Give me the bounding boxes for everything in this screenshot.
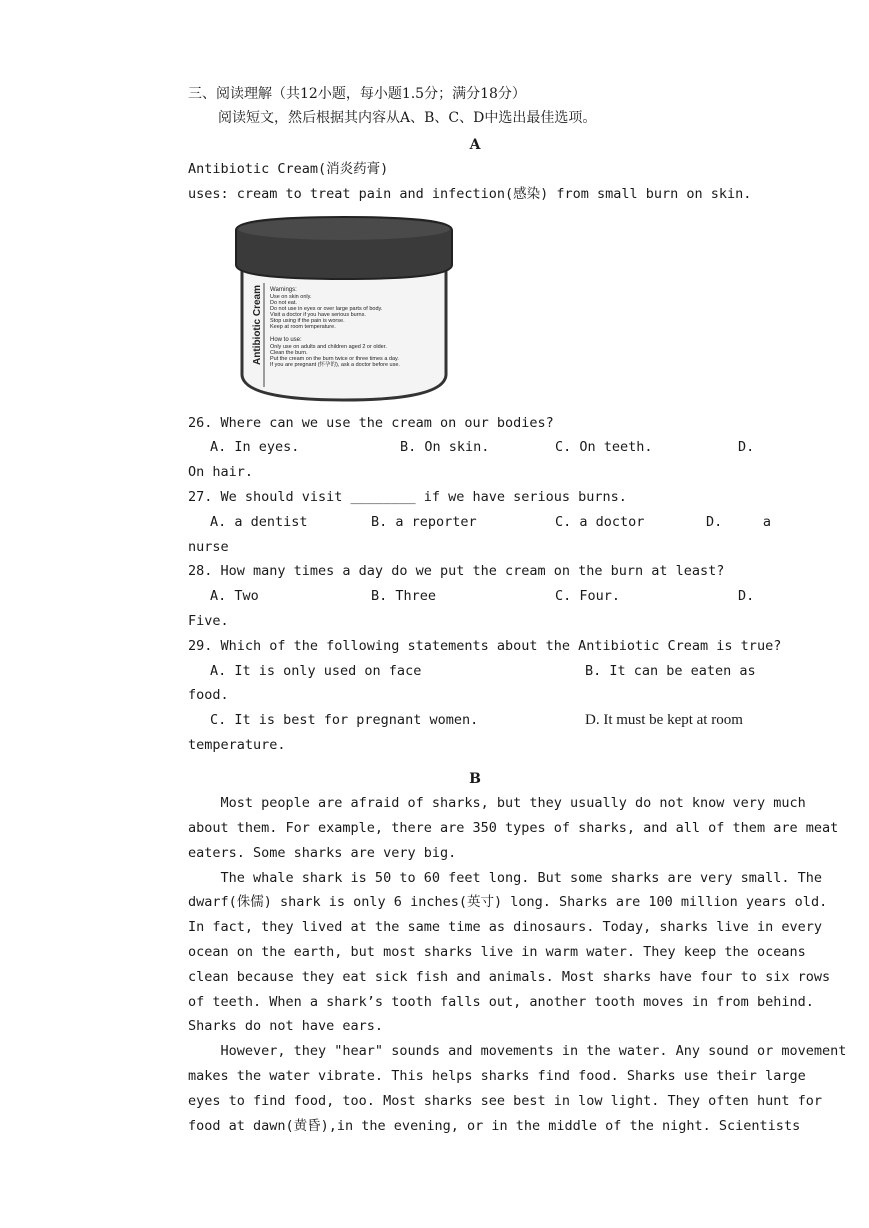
jar-warnings-title: Warnings:	[270, 287, 297, 293]
passage-b-line: Sharks do not have ears.	[188, 1018, 384, 1034]
passage-b-line: ocean on the earth, but most sharks live in warm water. They keep the oceans	[188, 944, 806, 960]
jar-how-line: Put the cream on the burn twice or three times a day.	[270, 356, 399, 362]
option-28-d-text: Five.	[188, 613, 229, 629]
product-line: Antibiotic Cream(消炎药膏)	[188, 161, 389, 177]
passage-b-line: dwarf(侏儒) shark is only 6 inches(英寸) long. Sharks are 100 million years old.	[188, 894, 828, 910]
option-28-d: D.	[738, 588, 755, 604]
jar-warning-line: Do not use in eyes or over large parts of body.	[270, 306, 383, 312]
cream-jar-image	[232, 215, 457, 405]
jar-warning-line: Keep at room temperature.	[270, 324, 336, 330]
option-29-a: A. It is only used on face	[210, 663, 422, 679]
passage-b-line: makes the water vibrate. This helps sharks find food. Sharks use their large	[188, 1068, 806, 1084]
jar-warning-line: Stop using if the pain is worse.	[270, 318, 345, 324]
passage-a-heading: A	[469, 137, 481, 153]
option-28-a: A. Two	[210, 588, 259, 604]
option-28-c: C. Four.	[555, 588, 621, 604]
jar-brand-text: Antibiotic Cream	[252, 284, 263, 365]
option-27-b: B. a reporter	[371, 514, 477, 530]
jar-how-line: If you are pregnant (怀孕的), ask a doctor before use.	[270, 362, 400, 368]
jar-how-line: Clean the burn.	[270, 350, 308, 356]
passage-b-line: The whale shark is 50 to 60 feet long. But some sharks are very small. The	[188, 870, 822, 886]
section-title: 三、阅读理解（共12小题，每小题1.5分；满分18分）	[188, 86, 526, 102]
passage-b-line: eaters. Some sharks are very big.	[188, 845, 457, 861]
jar-warning-line: Visit a doctor if you have serious burns.	[270, 312, 366, 318]
option-29-b-wrap: food.	[188, 687, 229, 703]
option-29-b: B. It can be eaten as	[585, 663, 756, 679]
section-instruction: 阅读短文，然后根据其内容从A、B、C、D中选出最佳选项。	[218, 110, 597, 126]
option-29-d: D. It must be kept at room	[585, 712, 743, 728]
option-26-d: D.	[738, 439, 755, 455]
jar-how-line: Only use on adults and children aged 2 or older.	[270, 344, 387, 350]
passage-b-line: clean because they eat sick fish and animals. Most sharks have four to six rows	[188, 969, 831, 985]
jar-how-title: How to use:	[270, 337, 302, 343]
question-29: 29. Which of the following statements about the Antibiotic Cream is true?	[188, 638, 782, 654]
question-28: 28. How many times a day do we put the cream on the burn at least?	[188, 563, 725, 579]
passage-b-line: eyes to find food, too. Most sharks see best in low light. They often hunt for	[188, 1093, 822, 1109]
passage-b-line: food at dawn(黄昏),in the evening, or in the middle of the night. Scientists	[188, 1118, 801, 1134]
option-27-c: C. a doctor	[555, 514, 645, 530]
option-27-a: A. a dentist	[210, 514, 308, 530]
option-27-d-text: nurse	[188, 539, 229, 555]
option-29-d-wrap: temperature.	[188, 737, 286, 753]
question-27: 27. We should visit ________ if we have serious burns.	[188, 489, 627, 505]
jar-warning-line: Use on skin only.	[270, 294, 312, 300]
option-27-d: D. a	[706, 514, 772, 530]
option-29-c: C. It is best for pregnant women.	[210, 712, 479, 728]
jar-warning-line: Do not eat.	[270, 300, 297, 306]
passage-b-heading: B	[469, 771, 481, 787]
passage-b-line: Most people are afraid of sharks, but they usually do not know very much	[188, 795, 806, 811]
uses-line: uses: cream to treat pain and infection(感染) from small burn on skin.	[188, 186, 752, 202]
passage-b-line: of teeth. When a shark’s tooth falls out, another tooth moves in from behind.	[188, 994, 814, 1010]
option-26-b: B. On skin.	[400, 439, 490, 455]
option-26-c: C. On teeth.	[555, 439, 653, 455]
question-26: 26. Where can we use the cream on our bodies?	[188, 415, 554, 431]
option-26-a: A. In eyes.	[210, 439, 300, 455]
passage-b-line: However, they "hear" sounds and movements in the water. Any sound or movement	[188, 1043, 847, 1059]
passage-b-line: In fact, they lived at the same time as dinosaurs. Today, sharks live in every	[188, 919, 822, 935]
passage-b-line: about them. For example, there are 350 types of sharks, and all of them are meat	[188, 820, 839, 836]
option-28-b: B. Three	[371, 588, 437, 604]
option-26-d-text: On hair.	[188, 464, 254, 480]
